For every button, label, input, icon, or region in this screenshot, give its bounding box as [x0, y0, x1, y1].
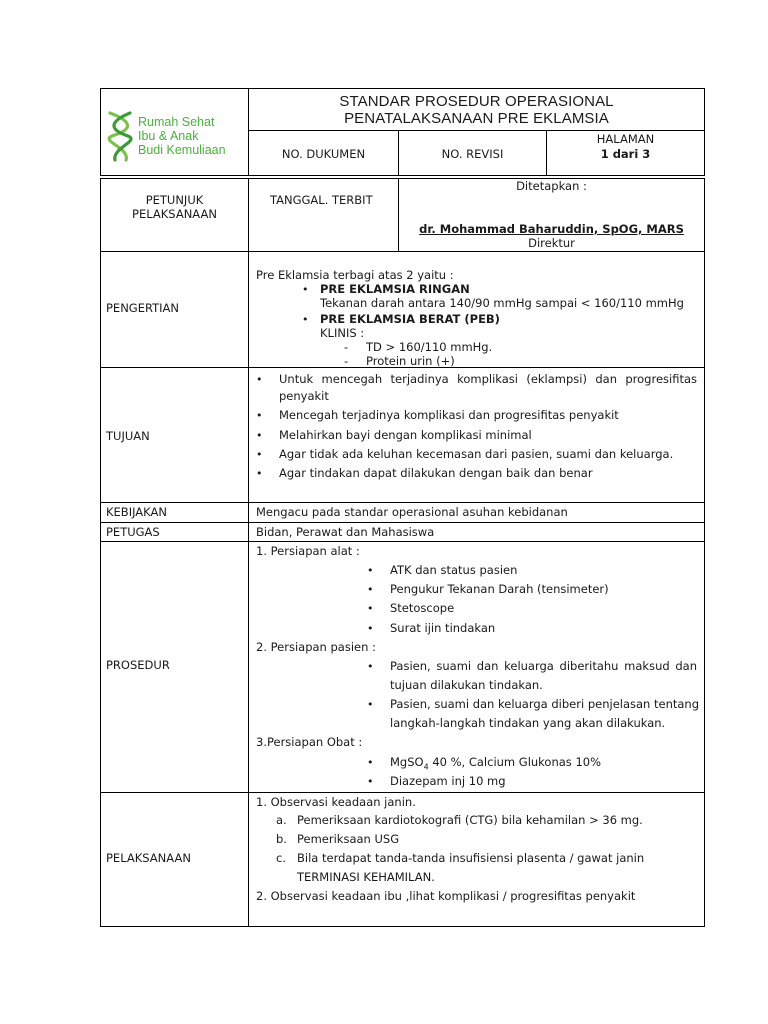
pre-eklamsia-ringan-desc: Tekanan darah antara 140/90 mmHg sampai < 160/110 mmHg	[320, 296, 684, 310]
document-title-line2: PENATALAKSANAAN PRE EKLAMSIA	[344, 110, 609, 127]
border	[100, 792, 705, 793]
bullet-icon	[367, 582, 374, 597]
no-dokumen-label: NO. DUKUMEN	[281, 147, 366, 161]
bullet-icon	[367, 774, 374, 789]
no-revisi-label: NO. REVISI	[441, 147, 504, 161]
list-marker: c.	[276, 851, 286, 865]
bullet-icon	[367, 621, 374, 636]
pelaksanaan-item: 2. Observasi keadaan ibu ,lihat komplikasi / progresifitas penyakit	[256, 889, 636, 903]
pasien-item-line: langkah-langkah tindakan yang akan dilakukan.	[390, 716, 666, 730]
klinis-item: TD > 160/110 mmHg.	[366, 340, 493, 354]
prosedur-label: PROSEDUR	[106, 658, 170, 672]
tujuan-item: Melahirkan bayi dengan komplikasi minimal	[279, 428, 532, 442]
pengertian-label: PENGERTIAN	[106, 301, 180, 315]
bullet-icon	[256, 428, 263, 443]
pasien-item-line: tujuan dilakukan tindakan.	[390, 678, 543, 692]
kebijakan-label: KEBIJAKAN	[106, 505, 167, 519]
subscript: 4	[423, 762, 429, 772]
border	[100, 926, 705, 927]
pelaksanaan-item: 1. Observasi keadaan janin.	[256, 795, 416, 809]
bullet-icon	[367, 755, 374, 770]
list-marker: b.	[276, 832, 287, 846]
logo-text-line2: Ibu & Anak	[138, 129, 199, 143]
bullet-icon	[367, 563, 374, 578]
ditetapkan-label: Ditetapkan :	[516, 179, 587, 193]
persiapan-obat-title: 3.Persiapan Obat :	[256, 735, 363, 749]
alat-item: Stetoscope	[390, 601, 455, 615]
list-marker: a.	[276, 813, 287, 827]
persiapan-pasien-title: 2. Persiapan pasien :	[256, 640, 376, 654]
klinis-label: KLINIS :	[320, 326, 365, 340]
dash-icon: -	[344, 354, 349, 368]
bullet-icon	[256, 466, 263, 481]
pasien-item-line: Pasien, suami dan keluarga diberi penjelasan tentang	[390, 697, 700, 711]
border	[100, 175, 705, 176]
bullet-icon	[367, 601, 374, 616]
tujuan-label: TUJUAN	[106, 429, 150, 443]
border	[704, 88, 705, 176]
border	[100, 522, 705, 523]
halaman-value: 1 dari 3	[600, 147, 651, 161]
klinis-item: Protein urin (+)	[366, 354, 455, 368]
bullet-icon	[256, 447, 263, 462]
logo-text-line1: Rumah Sehat	[138, 115, 215, 129]
border	[100, 88, 101, 176]
bullet-icon	[256, 408, 263, 423]
bullet-icon	[367, 697, 374, 712]
kebijakan-value: Mengacu pada standar operasional asuhan kebidanan	[256, 505, 568, 519]
border	[248, 130, 705, 131]
petunjuk-label-line2: PELAKSANAAN	[132, 207, 217, 221]
persiapan-alat-title: 1. Persiapan alat :	[256, 544, 360, 558]
border	[100, 541, 705, 542]
document-title-line1: STANDAR PROSEDUR OPERASIONAL	[339, 93, 614, 110]
tanggal-terbit-label: TANGGAL. TERBIT	[270, 193, 373, 207]
border	[704, 178, 705, 927]
signer-name: dr. Mohammad Baharuddin, SpOG, MARS	[419, 222, 684, 236]
alat-item: ATK dan status pasien	[390, 563, 518, 577]
halaman-label: HALAMAN	[596, 132, 655, 146]
bullet-icon	[256, 372, 263, 387]
alat-item: Pengukur Tekanan Darah (tensimeter)	[390, 582, 609, 596]
logo-text-line3: Budi Kemuliaan	[138, 143, 226, 157]
logo-helix-icon	[104, 110, 138, 162]
obat-item	[390, 755, 601, 774]
border	[248, 178, 249, 927]
pasien-item-line: Pasien, suami dan keluarga diberitahu maksud dan	[390, 659, 697, 673]
pre-eklamsia-berat-title: PRE EKLAMSIA BERAT (PEB)	[320, 312, 500, 326]
petugas-label: PETUGAS	[106, 525, 160, 539]
bullet-icon	[302, 282, 309, 297]
bullet-icon	[367, 659, 374, 674]
border	[100, 502, 705, 503]
tujuan-item: Agar tindakan dapat dilakukan dengan baik dan benar	[279, 466, 593, 480]
pengertian-intro: Pre Eklamsia terbagi atas 2 yaitu :	[256, 268, 454, 282]
border	[100, 251, 705, 252]
border	[100, 88, 705, 89]
obat-item-text: MgSO	[390, 755, 424, 769]
tujuan-item: Agar tidak ada keluhan kecemasan dari pasien, suami dan keluarga.	[279, 447, 674, 461]
pelaksanaan-subitem: TERMINASI KEHAMILAN.	[297, 870, 435, 884]
obat-item: Diazepam inj 10 mg	[390, 774, 506, 788]
petugas-value: Bidan, Perawat dan Mahasiswa	[256, 525, 435, 539]
petunjuk-label-line1: PETUNJUK	[145, 193, 204, 207]
pelaksanaan-subitem: Bila terdapat tanda-tanda insufisiensi plasenta / gawat janin	[297, 851, 645, 865]
signer-role: Direktur	[528, 236, 575, 250]
obat-item-text: 40 %, Calcium Glukonas 10%	[428, 755, 602, 769]
bullet-icon	[302, 312, 309, 327]
pelaksanaan-label: PELAKSANAAN	[106, 851, 191, 865]
tujuan-item: Mencegah terjadinya komplikasi dan progresifitas penyakit	[279, 408, 619, 422]
dash-icon: -	[344, 340, 349, 354]
pelaksanaan-subitem: Pemeriksaan kardiotokografi (CTG) bila kehamilan > 36 mg.	[297, 813, 643, 827]
pre-eklamsia-ringan-title: PRE EKLAMSIA RINGAN	[320, 282, 470, 296]
alat-item: Surat ijin tindakan	[390, 621, 496, 635]
tujuan-item-line: penyakit	[279, 389, 329, 403]
tujuan-item-line: Untuk mencegah terjadinya komplikasi (eklampsi) dan progresifitas	[279, 372, 697, 386]
border	[100, 178, 101, 927]
pelaksanaan-subitem: Pemeriksaan USG	[297, 832, 400, 846]
